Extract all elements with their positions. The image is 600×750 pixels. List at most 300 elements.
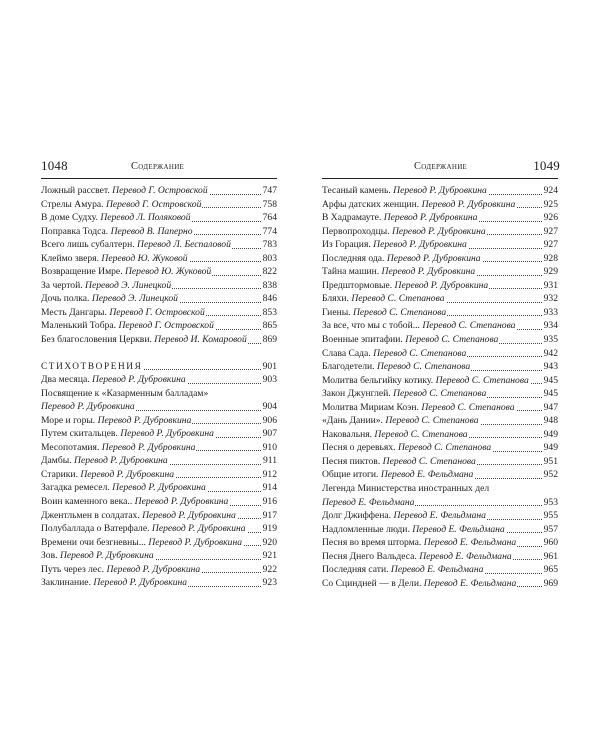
toc-entry-text: [41, 564, 201, 575]
translator-credit: Перевод Г. Островской: [109, 306, 205, 318]
toc-entry-text: [41, 496, 229, 507]
toc-page-number: 948: [543, 415, 558, 427]
translator-credit: Перевод Р. Дубровкина: [93, 577, 188, 589]
toc-entry: [322, 184, 558, 198]
translator-credit: Перевод Е. Фельдмана: [380, 469, 474, 481]
toc-page-number: 965: [543, 564, 558, 576]
toc-entry-text: [41, 577, 188, 588]
translator-credit: Перевод И. Комаровой: [154, 334, 247, 346]
translator-credit: Перевод Р. Дубровкина: [59, 550, 154, 562]
work-title: Маленький Тобра.: [41, 320, 117, 332]
toc-page-number: 921: [262, 550, 277, 562]
toc-page-number: 869: [262, 334, 277, 346]
toc-entry: [322, 238, 558, 252]
toc-page-number: 935: [543, 334, 558, 346]
translator-credit: Перевод Р. Дубровкина: [383, 212, 478, 224]
toc-entry: [41, 441, 277, 455]
toc-entry-text: [322, 524, 506, 535]
translator-credit: Перевод Р. Дубровкина: [381, 266, 476, 278]
toc-page-number: 925: [543, 198, 558, 210]
work-title: Загадка ремесел.: [41, 482, 110, 494]
translator-credit: Перевод С. Степанова: [373, 347, 467, 359]
translator-credit: Перевод Р. Дубровкина: [120, 428, 214, 440]
work-title: Со Сциндней — в Дели.: [322, 577, 422, 589]
work-title: Первопроходцы.: [322, 225, 390, 237]
toc-page-number: 910: [262, 441, 277, 453]
toc-page-number: 969: [543, 577, 558, 589]
toc-section-entry: [41, 360, 277, 374]
toc-entry: [41, 238, 277, 252]
work-title: Песня пиктов.: [322, 455, 381, 467]
translator-credit: Перевод Р. Дубровкина: [41, 401, 135, 413]
toc-entry-text: [322, 388, 487, 399]
translator-credit: Перевод С. Степанова: [397, 442, 492, 454]
toc-page-number: 945: [543, 374, 558, 386]
translator-credit: Перевод С. Степанова: [421, 401, 515, 413]
toc-page-number: 951: [543, 455, 558, 467]
work-title: Песня во время шторма.: [322, 537, 422, 549]
translator-credit: Перевод Р. Дубровкина: [134, 496, 229, 508]
work-title: Полубаллада о Ватерфале.: [41, 523, 150, 535]
work-title: Возвращение Имре.: [41, 266, 123, 278]
toc-list: [322, 184, 558, 590]
toc-entry-text: [322, 185, 488, 196]
toc-entry: [322, 563, 558, 577]
toc-entry: [322, 496, 558, 510]
translator-credit: Перевод Ю. Жуковой: [101, 252, 188, 264]
translator-credit: Перевод Р. Дубровкина: [391, 225, 486, 237]
toc-entry: [41, 509, 277, 523]
work-title: Закон Джунглей.: [322, 388, 391, 400]
toc-page-number: 846: [262, 293, 277, 305]
translator-credit: Перевод Е. Фельдмана: [393, 510, 486, 522]
work-title: Клеймо зверя.: [41, 252, 99, 264]
running-header: Содержание: [414, 161, 468, 172]
toc-entry-text: [322, 266, 476, 277]
translator-credit: Перевод С. Степанова: [374, 428, 468, 440]
toc-entry-text: [322, 551, 513, 562]
toc-page-number: 904: [262, 401, 277, 413]
work-title: «Дань Дании».: [322, 415, 383, 427]
work-title: Воин каменного века..: [41, 496, 133, 508]
toc-entry-text: [322, 334, 499, 345]
toc-entry-text: [41, 307, 206, 318]
toc-entry: [322, 292, 558, 306]
toc-page-number: 922: [262, 563, 277, 575]
toc-page-number: 934: [543, 320, 558, 332]
toc-page-number: 903: [262, 374, 277, 386]
work-title: Бляхи.: [322, 293, 349, 305]
toc-entry: [41, 495, 277, 509]
toc-entry-text: [41, 280, 172, 291]
translator-credit: Перевод Р. Дубровкина: [142, 509, 236, 521]
toc-entry: [41, 279, 277, 293]
toc-entry-text: [322, 483, 490, 494]
translator-credit: Перевод Э. Линецкой: [91, 293, 178, 305]
toc-page-number: 920: [262, 536, 277, 548]
toc-page-number: 803: [262, 252, 277, 264]
work-title: Дамбы.: [41, 455, 72, 467]
translator-credit: Перевод Р. Дубровкина: [148, 536, 243, 548]
translator-credit: Перевод Е. Фельдмана: [390, 564, 484, 576]
toc-page-number: 783: [262, 239, 277, 251]
toc-entry: [41, 333, 277, 347]
toc-entry: [322, 252, 558, 266]
left-page: [41, 160, 277, 590]
toc-entry: [41, 563, 277, 577]
toc-page-number: 952: [543, 469, 558, 481]
toc-page-number: 901: [262, 360, 277, 372]
toc-entry: [41, 414, 277, 428]
toc-entry-text: [322, 375, 530, 386]
toc-entry-text: [322, 564, 484, 575]
toc-entry-text: [322, 253, 482, 264]
work-title: Путем скитальцев.: [41, 428, 118, 440]
toc-entry-text: [41, 415, 192, 426]
toc-entry: [41, 454, 277, 468]
toc-entry: [322, 387, 558, 401]
toc-entry-text: [41, 266, 212, 277]
work-title: Путь через лес.: [41, 563, 105, 575]
toc-entry: [41, 319, 277, 333]
toc-entry-text: [41, 428, 215, 439]
toc-entry-text: [322, 212, 478, 223]
toc-entry-text: [41, 523, 247, 534]
toc-entry: [41, 292, 277, 306]
work-title: Два месяца.: [41, 374, 90, 386]
toc-page-number: 957: [543, 523, 558, 535]
toc-entry: [41, 198, 277, 212]
work-title: Море и горы.: [41, 414, 96, 426]
translator-credit: Перевод Е. Фельдмана: [322, 496, 415, 508]
work-title: Заклинание.: [41, 577, 91, 589]
work-title: Благодетели.: [322, 361, 375, 373]
work-title: Песня Днего Вальдеса.: [322, 550, 417, 562]
translator-credit: Перевод С. Степанова: [352, 306, 447, 318]
translator-credit: Перевод В. Паперно: [110, 225, 193, 237]
toc-page-number: 928: [543, 252, 558, 264]
toc-entry-text: [322, 307, 447, 318]
toc-page-number: 917: [262, 509, 277, 521]
translator-credit: Перевод Р. Дубровкина: [394, 279, 489, 291]
work-title: Надломленные люди.: [322, 523, 410, 535]
work-title: Посвящение к «Казарменным балладам»: [41, 387, 209, 399]
toc-entry-text: [41, 442, 196, 453]
toc-entry-text: [41, 401, 136, 412]
work-title: Джентльмен в солдатах.: [41, 509, 140, 521]
work-title: Военные эпитафии.: [322, 334, 403, 346]
translator-credit: Перевод С. Степанова: [382, 455, 476, 467]
work-title: Молитва бельгийку котику.: [322, 374, 434, 386]
translator-credit: Перевод Е. Фельдмана: [419, 550, 512, 562]
toc-entry-text: [322, 469, 474, 480]
running-header: Содержание: [131, 161, 185, 172]
toc-entry-text: [41, 239, 232, 250]
toc-list: [41, 373, 277, 590]
toc-page-number: 949: [543, 442, 558, 454]
work-title: Арфы датских женщин.: [322, 198, 420, 210]
translator-credit: Перевод Г. Островской: [118, 320, 214, 332]
toc-page-number: 953: [543, 496, 558, 508]
toc-entry: [41, 549, 277, 563]
right-page-header: [322, 160, 558, 178]
toc-page-number: 923: [262, 577, 277, 589]
translator-credit: Перевод С. Степанова: [422, 320, 516, 332]
toc-entry: [41, 306, 277, 320]
toc-page-number: 931: [543, 279, 558, 291]
toc-entry-text: [41, 293, 179, 304]
toc-page-number: 822: [262, 266, 277, 278]
toc-entry-text: [41, 226, 194, 237]
toc-entry-text: [41, 320, 215, 331]
toc-entry: [322, 279, 558, 293]
toc-entry: [322, 333, 558, 347]
toc-entry: [322, 428, 558, 442]
toc-entry-text: [322, 348, 467, 359]
translator-credit: Перевод Ю. Жуковой: [125, 266, 212, 278]
toc-page-number: 929: [543, 266, 558, 278]
toc-entry-text: [322, 280, 489, 291]
translator-credit: Перевод С. Степанова: [385, 415, 479, 427]
toc-entry-text: [322, 442, 492, 453]
work-title: Предштормовые.: [322, 279, 393, 291]
toc-entry: [322, 482, 558, 496]
header-rule: [322, 178, 558, 179]
toc-entry-text: [322, 497, 415, 508]
toc-entry-text: [322, 226, 487, 237]
toc-page-number: 907: [262, 428, 277, 440]
translator-credit: Перевод Р. Дубровкина: [112, 482, 206, 494]
toc-entry: [322, 509, 558, 523]
toc-entry: [322, 468, 558, 482]
page-number: 1049: [533, 158, 560, 173]
toc-entry: [322, 374, 558, 388]
translator-credit: Перевод Р. Дубровкина: [373, 239, 467, 251]
toc-entry: [41, 400, 277, 414]
work-title: Месопотамия.: [41, 441, 100, 453]
toc-entry-text: [41, 455, 169, 466]
toc-page-number: 912: [262, 468, 277, 480]
toc-entry: [41, 225, 277, 239]
toc-entry-text: [322, 293, 446, 304]
toc-entry-text: [322, 415, 480, 426]
translator-credit: Перевод Е. Фельдмана: [423, 577, 517, 589]
translator-credit: Перевод Р. Дубровкина: [386, 252, 481, 264]
toc-page-number: 906: [262, 414, 277, 426]
work-title: Последняя ода.: [322, 252, 385, 264]
toc-entry: [41, 252, 277, 266]
toc-entry: [322, 441, 558, 455]
toc-page-number: 758: [262, 198, 277, 210]
right-page: [322, 160, 558, 590]
toc-entry-text: [41, 550, 155, 561]
work-title: Всего лишь субалтерн.: [41, 239, 135, 251]
toc-page-number: 943: [543, 361, 558, 373]
toc-page-number: 942: [543, 347, 558, 359]
toc-entry: [322, 225, 558, 239]
toc-entry: [322, 536, 558, 550]
toc-entry-text: [41, 253, 189, 264]
toc-page-number: 932: [543, 293, 558, 305]
translator-credit: Перевод Э. Линецкой: [85, 279, 172, 291]
work-title: Старики.: [41, 468, 78, 480]
toc-entry: [41, 576, 277, 590]
toc-page-number: 774: [262, 225, 277, 237]
work-title: Гиены.: [322, 306, 351, 318]
toc-entry-text: [322, 199, 516, 210]
translator-credit: Перевод Л. Беспаловой: [137, 239, 231, 251]
translator-credit: Перевод С. Степанова: [405, 334, 499, 346]
translator-credit: Перевод Е. Фельдмана: [423, 537, 517, 549]
toc-entry: [322, 306, 558, 320]
toc-entry: [322, 198, 558, 212]
toc-page-number: 914: [262, 482, 277, 494]
work-title: Из Горация.: [322, 239, 371, 251]
toc-page-number: 924: [543, 185, 558, 196]
toc-entry: [322, 401, 558, 415]
work-title: Дочь полка.: [41, 293, 90, 305]
toc-entry-text: [322, 537, 517, 548]
toc-entry: [41, 536, 277, 550]
toc-page-number: 764: [262, 212, 277, 224]
translator-credit: Перевод Р. Дубровкина: [80, 468, 175, 480]
toc-entry: [322, 319, 558, 333]
work-title: Общие итоги.: [322, 469, 379, 481]
toc-page-number: 911: [262, 455, 277, 467]
work-title: Молитва Мириам Коэн.: [322, 401, 419, 413]
toc-entry-text: [41, 334, 248, 345]
toc-page-number: 960: [543, 537, 558, 549]
work-title: Стрелы Амура.: [41, 198, 104, 210]
toc-page-number: 747: [262, 185, 277, 196]
toc-page-number: 919: [262, 523, 277, 535]
work-title: Тесаный камень.: [322, 185, 391, 196]
translator-credit: Перевод Г. Островской: [112, 185, 208, 196]
toc-entry: [41, 427, 277, 441]
toc-entry: [41, 522, 277, 536]
header-rule: [41, 178, 277, 179]
toc-page-number: 853: [262, 306, 277, 318]
translator-credit: Перевод Р. Дубровкина: [106, 563, 201, 575]
work-title: Времени очи безгневны...: [41, 536, 146, 548]
translator-credit: Перевод С. Степанова: [376, 361, 471, 373]
toc-entry: [322, 265, 558, 279]
work-title: Слава Сада.: [322, 347, 371, 359]
work-title: Песня о деревьях.: [322, 442, 396, 454]
toc-entry: [41, 373, 277, 387]
toc-page-number: 949: [543, 428, 558, 440]
translator-credit: Перевод Р. Дубровкина: [101, 441, 196, 453]
toc-entry-text: [41, 374, 187, 385]
work-title: Долг Джиффена.: [322, 510, 392, 522]
translator-credit: Перевод Р. Дубровкина: [393, 185, 487, 196]
toc-entry-text: [41, 212, 192, 223]
section-title: СТИХОТВОРЕНИЯ: [41, 361, 143, 372]
translator-credit: Перевод Е. Фельдмана: [412, 523, 505, 535]
work-title: За все, что мы с тобой...: [322, 320, 420, 332]
toc-entry-text: [322, 361, 471, 372]
toc-entry-text: [322, 320, 516, 331]
toc-entry-text: [41, 388, 209, 399]
work-title: Легенда Министерства иностранных дел: [322, 483, 490, 495]
toc-entry: [322, 347, 558, 361]
toc-page-number: 945: [543, 388, 558, 400]
toc-entry-text: [322, 239, 468, 250]
work-title: Ложный рассвет.: [41, 185, 110, 196]
section-gap: [41, 347, 277, 360]
toc-page-number: 838: [262, 279, 277, 291]
toc-list: [41, 184, 277, 347]
work-title: Месть Дангары.: [41, 306, 107, 318]
toc-entry-text: [41, 482, 207, 493]
work-title: За чертой.: [41, 279, 83, 291]
toc-entry-text: [322, 510, 487, 521]
toc-entry-text: [41, 510, 237, 521]
toc-entry: [41, 184, 277, 198]
translator-credit: Перевод Г. Островской: [105, 198, 202, 210]
toc-entry: [322, 455, 558, 469]
translator-credit: Перевод Л. Поляковой: [100, 212, 191, 224]
toc-page-number: 927: [543, 225, 558, 237]
toc-entry-text: [322, 456, 477, 467]
work-title: Наковальня.: [322, 428, 373, 440]
toc-entry-text: [41, 469, 175, 480]
toc-entry: [41, 387, 277, 401]
toc-entry: [41, 468, 277, 482]
toc-entry-text: [41, 537, 243, 548]
toc-page-number: 947: [543, 401, 558, 413]
toc-entry-text: [41, 199, 202, 210]
translator-credit: Перевод Р. Дубровкина: [421, 198, 516, 210]
toc-entry: [322, 211, 558, 225]
toc-page-number: 916: [262, 496, 277, 508]
toc-entry: [322, 577, 558, 591]
toc-entry-text: [322, 578, 517, 589]
toc-entry: [41, 265, 277, 279]
work-title: Без благословения Церкви.: [41, 334, 152, 346]
left-page-header: [41, 160, 277, 178]
translator-credit: Перевод С. Степанова: [393, 388, 487, 400]
translator-credit: Перевод Р. Дубровкина: [74, 455, 168, 467]
work-title: В Хадрамауте.: [322, 212, 382, 224]
work-title: Тайна машин.: [322, 266, 380, 278]
toc-entry: [322, 414, 558, 428]
toc-entry: [322, 360, 558, 374]
toc-entry: [41, 481, 277, 495]
work-title: Последняя сати.: [322, 564, 389, 576]
toc-entry-text: [322, 402, 516, 413]
toc-page-number: 865: [262, 320, 277, 332]
translator-credit: Перевод С. Степанова: [435, 374, 529, 386]
translator-credit: Перевод Р. Дубровкина: [92, 374, 186, 386]
toc-entry: [322, 523, 558, 537]
work-title: Поправка Тодса.: [41, 225, 109, 237]
toc-entry: [322, 550, 558, 564]
toc-page-number: 961: [543, 550, 558, 562]
work-title: Зов.: [41, 550, 58, 562]
toc-entry-text: [41, 185, 209, 196]
translator-credit: Перевод С. Степанова: [351, 293, 445, 305]
toc-entry: [41, 211, 277, 225]
toc-page-number: 926: [543, 212, 558, 224]
translator-credit: Перевод Р. Дубровкина: [97, 414, 192, 426]
toc-page-number: 927: [543, 239, 558, 251]
translator-credit: Перевод Р. Дубровкина: [151, 523, 246, 535]
page-number: 1048: [41, 158, 68, 173]
toc-entry-text: [322, 429, 469, 440]
work-title: В доме Судху.: [41, 212, 98, 224]
toc-page-number: 933: [543, 306, 558, 318]
